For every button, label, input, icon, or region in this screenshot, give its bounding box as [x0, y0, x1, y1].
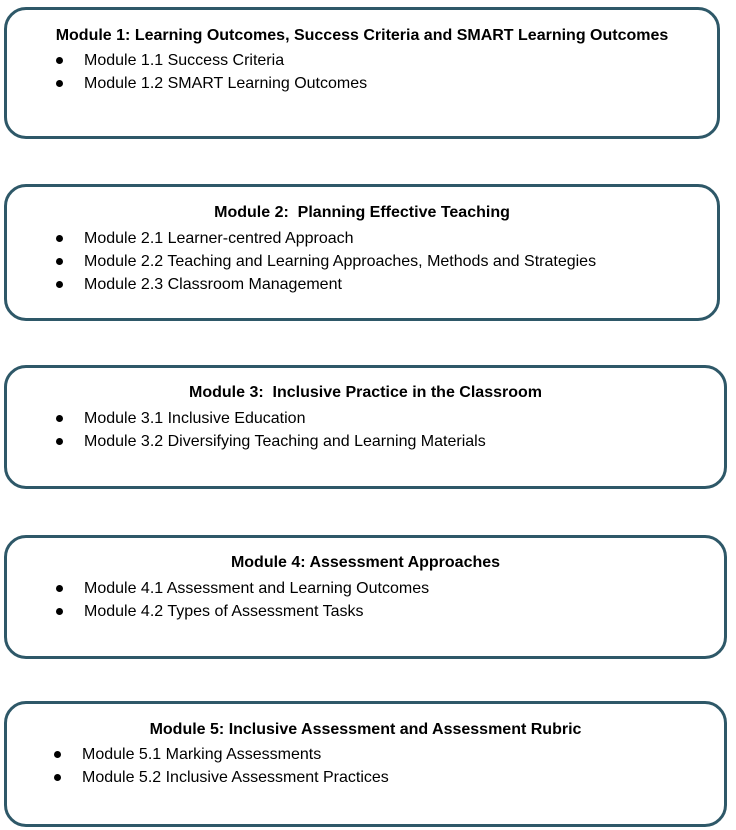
module-2-box	[4, 184, 720, 321]
list-item	[56, 250, 596, 273]
list-item	[56, 577, 429, 600]
module-2-item-2: Module 2.2 Teaching and Learning Approaches, Methods and Strategies	[84, 253, 597, 270]
list-item	[56, 72, 367, 95]
list-item	[54, 766, 389, 789]
bullet-icon	[56, 608, 63, 615]
module-3-list	[56, 407, 486, 453]
module-1-title: Module 1: Learning Outcomes, Success Criteria and SMART Learning Outcomes	[55, 27, 669, 44]
module-4-item-1: Module 4.1 Assessment and Learning Outcomes	[84, 580, 430, 597]
list-item	[56, 227, 596, 250]
module-1-item-2: Module 1.2 SMART Learning Outcomes	[84, 75, 368, 92]
module-5-title: Module 5: Inclusive Assessment and Assessment Rubric	[149, 721, 582, 738]
bullet-icon	[56, 258, 63, 265]
module-4-list	[56, 577, 429, 623]
module-1-item-1: Module 1.1 Success Criteria	[84, 52, 285, 69]
list-item	[56, 430, 486, 453]
bullet-icon	[56, 235, 63, 242]
module-2-item-3: Module 2.3 Classroom Management	[84, 276, 342, 293]
list-item	[56, 273, 596, 296]
module-1-box	[4, 7, 720, 139]
module-5-list	[54, 743, 389, 789]
list-item	[54, 743, 389, 766]
bullet-icon	[54, 751, 61, 758]
list-item	[56, 600, 429, 623]
module-4-title: Module 4: Assessment Approaches	[230, 554, 501, 571]
bullet-icon	[56, 585, 63, 592]
bullet-icon	[56, 281, 63, 288]
module-4-item-2: Module 4.2 Types of Assessment Tasks	[84, 603, 364, 620]
module-2-list	[56, 227, 596, 296]
module-1-list	[56, 49, 367, 95]
module-2-item-1: Module 2.1 Learner-centred Approach	[84, 230, 354, 247]
bullet-icon	[54, 774, 61, 781]
module-3-item-1: Module 3.1 Inclusive Education	[84, 410, 306, 427]
bullet-icon	[56, 80, 63, 87]
list-item	[56, 49, 367, 72]
module-5-item-2: Module 5.2 Inclusive Assessment Practices	[82, 769, 389, 786]
module-3-title: Module 3: Inclusive Practice in the Classroom	[189, 384, 542, 401]
module-5-box	[4, 701, 727, 827]
module-4-box	[4, 535, 727, 659]
list-item	[56, 407, 486, 430]
module-3-box	[4, 365, 727, 489]
module-3-item-2: Module 3.2 Diversifying Teaching and Learning Materials	[84, 433, 486, 450]
module-5-item-1: Module 5.1 Marking Assessments	[82, 746, 322, 763]
bullet-icon	[56, 415, 63, 422]
bullet-icon	[56, 57, 63, 64]
module-2-title: Module 2: Planning Effective Teaching	[214, 204, 510, 221]
bullet-icon	[56, 438, 63, 445]
